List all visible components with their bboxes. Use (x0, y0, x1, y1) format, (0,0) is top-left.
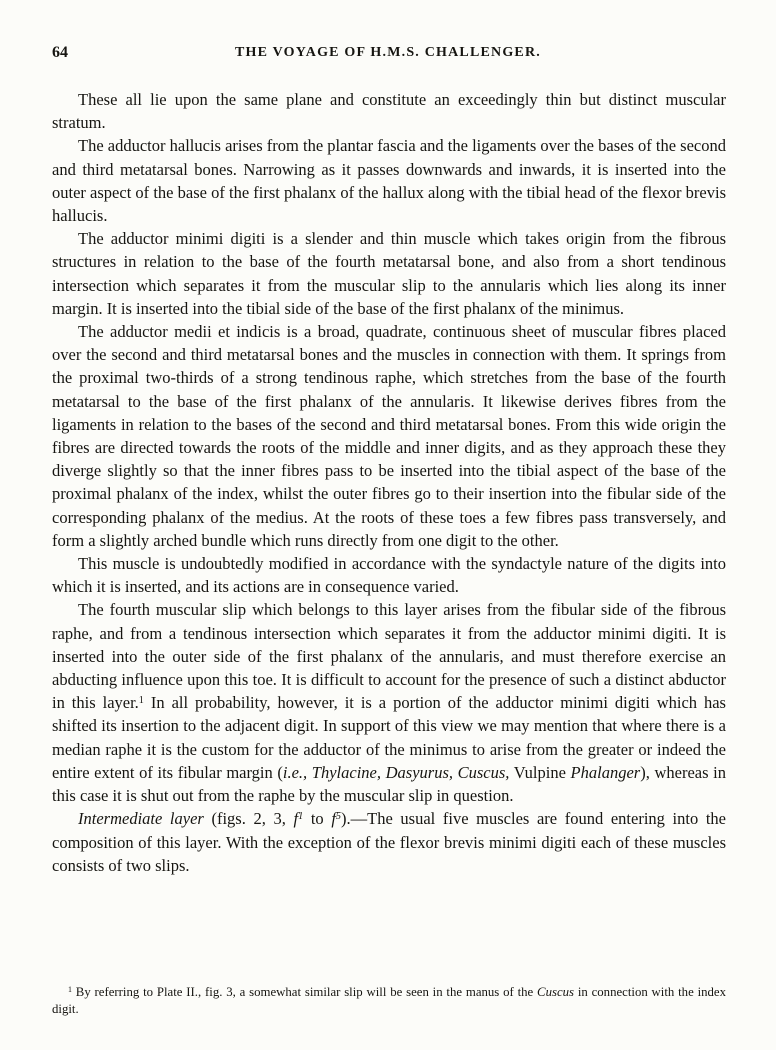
text-block (52, 88, 726, 877)
paragraph (52, 552, 726, 598)
italic-text: f (293, 809, 299, 829)
text-run: This muscle is undoubtedly modified in accordance with the syndactyle nature of the digits into which it is inserted, and its actions are in consequence varied. (52, 554, 726, 597)
italic-text: Intermediate layer (78, 809, 204, 829)
paragraph (52, 88, 726, 134)
italic-text: i.e., Thylacine, Dasyurus, Cuscus, (282, 762, 510, 782)
superscript-reference: 5 (335, 811, 342, 823)
running-title: THE VOYAGE OF H.M.S. CHALLENGER. (235, 45, 541, 60)
paragraph (52, 807, 726, 877)
text-run: Vulpine (509, 762, 571, 782)
paragraph (52, 227, 726, 320)
footnote-text (52, 984, 726, 1018)
paragraph (52, 320, 726, 552)
superscript-reference: 1 (68, 985, 72, 995)
text-run: in connection with the index digit. (52, 985, 726, 1016)
text-run: (figs. 2, 3, (203, 809, 294, 829)
text-run: In all probability, however, it is a portion of the adductor minimi digiti which has shifted its insertion to the adjacent digit. In support of this view we may mention that where there is a median raphe it is the custom for the adductor of the minimus to arise from the greater or indeed the entire extent of its fibular margin ( (52, 693, 726, 782)
text-run: These all lie upon the same plane and constitute an exceedingly thin but distinct muscular stratum. (52, 90, 726, 133)
text-run: The adductor medii et indicis is a broad, quadrate, continuous sheet of muscular fibres placed over the second and third metatarsal bones and the muscles in connection with them. It springs from the proximal two-thirds of a strong tendinous raphe, which stretches from the base of the fourth metatarsal to the base of the first phalanx of the annularis. It likewise derives fibres from the ligaments in relation to the bases of the second and third metatarsal bones. From this wide origin the fibres are directed towards the roots of the middle and inner digits, and as they approach these they diverge slightly so that the inner fibres pass to be inserted into the tibial aspect of the base of the proximal phalanx of the index, whilst the outer fibres go to their insertion into the fibular side of the corresponding phalanx of the medius. At the roots of these toes a few fibres pass transversely, and form a slightly arched bundle which runs directly from one digit to the other. (52, 322, 726, 550)
paragraph (52, 598, 726, 807)
italic-text: Phalanger (570, 762, 641, 782)
text-run: By referring to Plate II., fig. 3, a somewhat similar slip will be seen in the manus of the (71, 985, 538, 999)
page-number: 64 (52, 44, 68, 61)
text-run: The fourth muscular slip which belongs to this layer arises from the fibular side of the fibrous raphe, and from a tendinous intersection which separates it from the adductor minimi digiti. It is inserted into the outer side of the first phalanx of the annularis, and must therefore exercise an abducting influence upon this toe. It is difficult to account for the presence of such a distinct abductor in this layer. (52, 600, 726, 713)
page-header (52, 44, 724, 66)
text-run: The adductor hallucis arises from the plantar fascia and the ligaments over the bases of the second and third metatarsal bones. Narrowing as it passes downwards and inwards, it is inserted into the outer aspect of the base of the first phalanx of the hallux along with the tibial head of the flexor brevis hallucis. (52, 136, 726, 226)
footnote (52, 984, 726, 1018)
text-run: ), whereas in this case it is shut out from the raphe by the muscular slip in question. (52, 762, 726, 806)
text-run: The adductor minimi digiti is a slender and thin muscle which takes origin from the fibrous structures in relation to the base of the fourth metatarsal bone, and also from a short tendinous intersection which separates it from the muscular slip to the annularis which lies along its inner margin. It is inserted into the tibial side of the base of the first phalanx of the minimus. (52, 229, 726, 318)
text-run: ).—The usual five muscles are found entering into the composition of this layer. With the exception of the flexor brevis minimi digiti each of these muscles consists of two slips. (52, 809, 726, 875)
text-run: to (303, 809, 332, 829)
paragraph (52, 134, 726, 227)
italic-text: Cuscus (537, 985, 575, 999)
superscript-reference: 1 (138, 695, 144, 707)
italic-text: f (331, 809, 336, 829)
superscript-reference: 1 (298, 811, 304, 823)
